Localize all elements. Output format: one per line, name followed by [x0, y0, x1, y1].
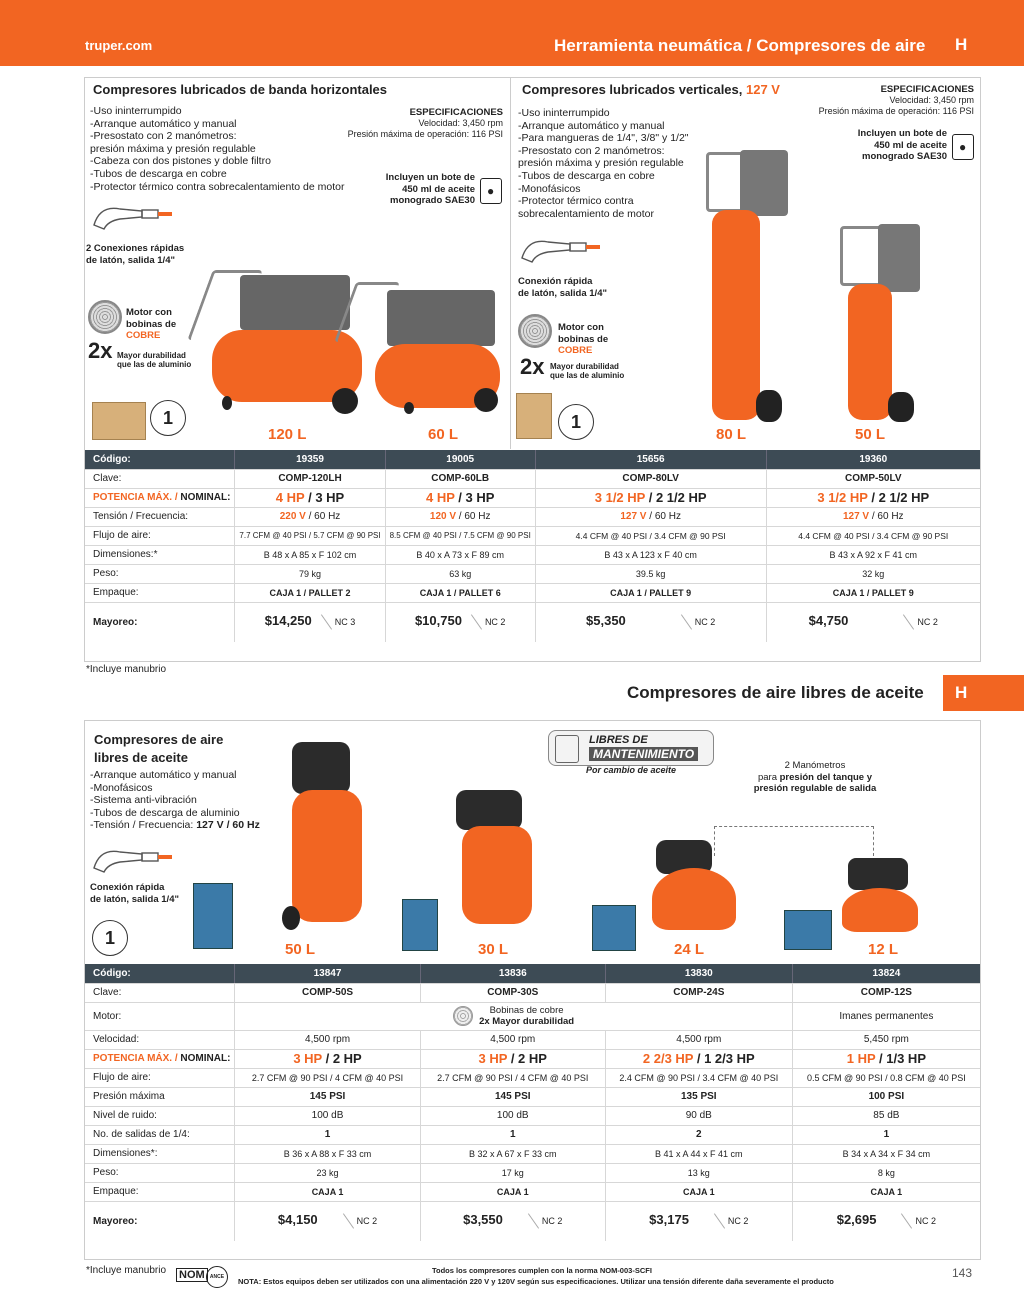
- footnote: *Incluye manubrio: [86, 1265, 167, 1276]
- dimensions-cell: B 36 x A 88 x F 33 cm: [235, 1144, 420, 1163]
- wheel: [222, 396, 232, 410]
- dimensions-cell: B 40 x A 73 x F 89 cm: [385, 545, 535, 564]
- compressor-120l-motor: [240, 275, 350, 330]
- free-maintenance-subtitle: Por cambio de aceite: [586, 765, 677, 775]
- section3-features: [90, 769, 260, 832]
- pressure-cell: 100 PSI: [792, 1087, 980, 1106]
- section1-specs: ESPECIFICACIONES Velocidad: 3,450 rpm Presión máxima de operación: 116 PSI: [347, 107, 503, 139]
- footnote: *Incluye manubrio: [86, 664, 167, 675]
- page-number: 143: [952, 1266, 973, 1280]
- weight-cell: 23 kg: [235, 1163, 420, 1182]
- table-row: [85, 1182, 980, 1201]
- row-label: Dimensiones*:: [85, 1144, 235, 1163]
- free-maintenance-badge: [548, 730, 714, 766]
- warranty-badge: 1: [558, 404, 594, 440]
- oil-bottle-icon: ●: [952, 134, 974, 160]
- codigo-cell: 13824: [792, 964, 980, 983]
- section3-banner: Compresores de aire libres de aceite: [627, 683, 924, 702]
- wheel: [282, 906, 300, 930]
- feature-item: -Tubos de descarga en cobre: [90, 167, 227, 180]
- weight-cell: 39.5 kg: [535, 564, 766, 583]
- air-gun-icon: [90, 195, 180, 233]
- air-gun-icon: [518, 228, 608, 266]
- section1-connection-note: 2 Conexiones rápidas de latón, salida 1/4": [86, 243, 185, 266]
- clave-cell: COMP-50LV: [766, 469, 980, 488]
- clave-cell: COMP-50S: [235, 983, 420, 1002]
- section1-oil-note: Incluyen un bote de 450 ml de aceite monogrado SAE30: [385, 172, 475, 206]
- table-row: [85, 1049, 980, 1068]
- power-cell: 3 HP / 2 HP: [420, 1049, 605, 1068]
- table-row: [85, 1125, 980, 1144]
- dimensions-cell: B 34 x A 34 x F 34 cm: [792, 1144, 980, 1163]
- section3-letter-tab: H: [943, 675, 1024, 711]
- outlets-cell: 1: [420, 1125, 605, 1144]
- airflow-cell: 7.7 CFM @ 40 PSI / 5.7 CFM @ 90 PSI: [235, 526, 385, 545]
- table-row: [85, 1030, 980, 1049]
- table-row: [85, 964, 980, 983]
- packaging-cell: CAJA 1: [792, 1182, 980, 1201]
- power-cell: 4 HP / 3 HP: [385, 488, 535, 507]
- compressor-50l-tank: [848, 284, 892, 420]
- dimensions-cell: B 48 x A 85 x F 102 cm: [235, 545, 385, 564]
- price-cell: $4,750 NC 2: [766, 602, 980, 642]
- page-title: Herramienta neumática / Compresores de aire: [554, 36, 926, 55]
- compressor-80l-motor: [740, 150, 788, 216]
- row-label: Dimensiones:*: [85, 545, 235, 564]
- table-row: [85, 450, 980, 469]
- product-box-image: [784, 910, 832, 950]
- row-label: Clave:: [85, 469, 235, 488]
- airflow-cell: 2.4 CFM @ 90 PSI / 3.4 CFM @ 40 PSI: [605, 1068, 792, 1087]
- noise-cell: 85 dB: [792, 1106, 980, 1125]
- dimensions-cell: B 43 x A 123 x F 40 cm: [535, 545, 766, 564]
- voltage-cell: 220 V / 60 Hz: [235, 507, 385, 526]
- pressure-cell: 135 PSI: [605, 1087, 792, 1106]
- pressure-cell: 145 PSI: [235, 1087, 420, 1106]
- feature-item: -Tensión / Frecuencia: 127 V / 60 Hz: [90, 819, 260, 832]
- weight-cell: 13 kg: [605, 1163, 792, 1182]
- compressor-60l-motor: [387, 290, 495, 346]
- power-cell: 1 HP / 1/3 HP: [792, 1049, 980, 1068]
- capacity-label: 30 L: [478, 941, 509, 958]
- compressor-50s-head: [292, 742, 350, 794]
- codigo-cell: 13830: [605, 964, 792, 983]
- feature-item: -Presostato con 2 manómetros:: [518, 144, 665, 157]
- feature-item: -Cabeza con dos pistones y doble filtro: [90, 155, 271, 168]
- section2-2x: 2x: [520, 354, 545, 379]
- weight-cell: 63 kg: [385, 564, 535, 583]
- compressor-50l-motor: [878, 224, 920, 292]
- clave-cell: COMP-80LV: [535, 469, 766, 488]
- row-label: Código:: [85, 964, 235, 983]
- airflow-cell: 4.4 CFM @ 40 PSI / 3.4 CFM @ 90 PSI: [766, 526, 980, 545]
- clave-cell: COMP-60LB: [385, 469, 535, 488]
- price-cell: $3,175 NC 2: [605, 1201, 792, 1241]
- price-cell: $14,250 NC 3: [235, 602, 385, 642]
- feature-item: -Tubos de descarga de aluminio: [90, 806, 240, 819]
- pressure-cell: 145 PSI: [420, 1087, 605, 1106]
- row-label: Motor:: [85, 1002, 235, 1030]
- usage-note: NOTA: Estos equipos deben ser utilizados con una alimentación 220 V y 120V según sus especificaciones. Utilizar una tensión diferente daña severamente el producto: [238, 1277, 834, 1286]
- product-box-image: [193, 883, 233, 949]
- feature-item: -Arranque automático y manual: [518, 119, 665, 132]
- wheel: [404, 402, 414, 414]
- copper-motor-icon: [88, 300, 122, 334]
- weight-cell: 79 kg: [235, 564, 385, 583]
- packaging-cell: CAJA 1 / PALLET 9: [766, 583, 980, 602]
- airflow-cell: 2.7 CFM @ 90 PSI / 4 CFM @ 40 PSI: [235, 1068, 420, 1087]
- section2-specs: ESPECIFICACIONES Velocidad: 3,450 rpm Presión máxima de operación: 116 PSI: [818, 84, 974, 116]
- row-label: Nivel de ruido:: [85, 1106, 235, 1125]
- capacity-label: 50 L: [855, 426, 886, 443]
- section2-oil-note: Incluyen un bote de 450 ml de aceite monogrado SAE30: [857, 128, 947, 162]
- codigo-cell: 19005: [385, 450, 535, 469]
- row-label: Mayoreo:: [93, 616, 138, 628]
- wheel: [474, 388, 498, 412]
- table-row: [85, 583, 980, 602]
- section1-title: Compresores lubricados de banda horizontales: [93, 82, 388, 97]
- shipping-box-image: [92, 402, 146, 440]
- row-label: Mayoreo:: [93, 1215, 138, 1227]
- compressor-80l-tank: [712, 210, 760, 420]
- row-label: Empaque:: [85, 583, 235, 602]
- capacity-label: 12 L: [868, 941, 899, 958]
- outlets-cell: 2: [605, 1125, 792, 1144]
- product-box-image: [592, 905, 636, 951]
- codigo-cell: 19359: [235, 450, 385, 469]
- row-label: Flujo de aire:: [85, 1068, 235, 1087]
- compressor-30s-head: [456, 790, 522, 830]
- price-cell: $5,350 NC 2: [535, 602, 766, 642]
- clave-cell: COMP-30S: [420, 983, 605, 1002]
- free-maintenance-line1: LIBRES DE: [589, 734, 648, 746]
- voltage-cell: 127 V / 60 Hz: [535, 507, 766, 526]
- free-maintenance-line2: MANTENIMIENTO: [589, 747, 698, 761]
- section2-title: Compresores lubricados verticales, 127 V: [522, 82, 780, 97]
- weight-cell: 8 kg: [792, 1163, 980, 1182]
- feature-item: -Monofásicos: [90, 781, 153, 794]
- row-label: Tensión / Frecuencia:: [85, 507, 235, 526]
- capacity-label: 80 L: [716, 426, 747, 443]
- outlets-cell: 1: [235, 1125, 420, 1144]
- section1-2x-note: Mayor durabilidad que las de aluminio: [117, 351, 192, 369]
- packaging-cell: CAJA 1: [235, 1182, 420, 1201]
- feature-item: -Para mangueras de 1/4", 3/8" y 1/2": [518, 132, 689, 145]
- feature-item: -Tubos de descarga en cobre: [518, 169, 655, 182]
- clave-cell: COMP-24S: [605, 983, 792, 1002]
- noise-cell: 100 dB: [235, 1106, 420, 1125]
- dimensions-cell: B 32 x A 67 x F 33 cm: [420, 1144, 605, 1163]
- power-cell: 3 1/2 HP / 2 1/2 HP: [766, 488, 980, 507]
- section1-motor-note: Motor con bobinas de COBRE: [126, 307, 177, 341]
- dimensions-cell: B 41 x A 44 x F 41 cm: [605, 1144, 792, 1163]
- capacity-label: 50 L: [285, 941, 316, 958]
- price-cell: $4,150 NC 2: [235, 1201, 420, 1241]
- voltage-cell: 127 V / 60 Hz: [766, 507, 980, 526]
- feature-item: -Arranque automático y manual: [90, 769, 237, 781]
- row-label: Peso:: [85, 1163, 235, 1182]
- table-row: [85, 1087, 980, 1106]
- feature-item: -Arranque automático y manual: [90, 117, 237, 130]
- section2-connection-note: Conexión rápida de latón, salida 1/4": [518, 276, 607, 299]
- packaging-cell: CAJA 1: [420, 1182, 605, 1201]
- site-url[interactable]: truper.com: [85, 38, 153, 53]
- ance-logo: ANCE: [206, 1266, 228, 1288]
- row-label: Flujo de aire:: [85, 526, 235, 545]
- clave-cell: COMP-120LH: [235, 469, 385, 488]
- norm-statement: Todos los compresores cumplen con la norma NOM-003-SCFI: [432, 1266, 652, 1275]
- speed-cell: 4,500 rpm: [420, 1030, 605, 1049]
- speed-cell: 5,450 rpm: [792, 1030, 980, 1049]
- compressor-24s-tank: [652, 868, 736, 930]
- table-row: [85, 983, 980, 1002]
- weight-cell: 32 kg: [766, 564, 980, 583]
- row-label: Empaque:: [85, 1182, 235, 1201]
- codigo-cell: 13836: [420, 964, 605, 983]
- row-label: No. de salidas de 1/4:: [85, 1125, 235, 1144]
- copper-motor-icon: [518, 314, 552, 348]
- section3-title: Compresores de aire libres de aceite: [94, 732, 224, 765]
- table-row: [85, 469, 980, 488]
- airflow-cell: 8.5 CFM @ 40 PSI / 7.5 CFM @ 90 PSI: [385, 526, 535, 545]
- codigo-cell: 19360: [766, 450, 980, 469]
- table-row: [85, 488, 980, 507]
- feature-item: -Uso ininterrumpido: [518, 107, 610, 119]
- row-label: Presión máxima: [85, 1087, 235, 1106]
- packaging-cell: CAJA 1 / PALLET 6: [385, 583, 535, 602]
- packaging-cell: CAJA 1 / PALLET 9: [535, 583, 766, 602]
- table-row: [85, 1201, 980, 1241]
- table-row: [85, 507, 980, 526]
- wheel: [332, 388, 358, 414]
- table-row: [85, 602, 980, 642]
- airflow-cell: 0.5 CFM @ 90 PSI / 0.8 CFM @ 40 PSI: [792, 1068, 980, 1087]
- section2-features: [518, 107, 689, 220]
- feature-item: -Protector térmico contra sobrecalentamiento de motor: [90, 180, 345, 193]
- manometers-pointer: [714, 826, 874, 856]
- product-box-image: [402, 899, 438, 951]
- section1-2x: 2x: [88, 338, 113, 363]
- oil-bottle-icon: ●: [480, 178, 502, 204]
- compressor-50s-tank: [292, 790, 362, 922]
- feature-item: -Monofásicos: [518, 182, 581, 195]
- dimensions-cell: B 43 x A 92 x F 41 cm: [766, 545, 980, 564]
- compressor-30s-tank: [462, 826, 532, 924]
- lubricated-spec-table: [85, 450, 980, 642]
- clave-cell: COMP-12S: [792, 983, 980, 1002]
- noise-cell: 100 dB: [420, 1106, 605, 1125]
- speed-cell: 4,500 rpm: [235, 1030, 420, 1049]
- air-gun-icon: [90, 838, 180, 876]
- feature-item: -Uso ininterrumpido: [90, 105, 182, 117]
- power-cell: 3 1/2 HP / 2 1/2 HP: [535, 488, 766, 507]
- compressor-12s-head: [848, 858, 908, 890]
- speed-cell: 4,500 rpm: [605, 1030, 792, 1049]
- wheel: [756, 390, 782, 422]
- table-row: [85, 1106, 980, 1125]
- table-row: [85, 1002, 980, 1030]
- table-row: [85, 545, 980, 564]
- shipping-box-image: [516, 393, 552, 439]
- feature-item: -Sistema anti-vibración: [90, 794, 197, 807]
- capacity-label: 120 L: [268, 426, 307, 443]
- compressor-12s-tank: [842, 888, 918, 932]
- copper-motor-icon: [453, 1006, 473, 1026]
- section-divider: [510, 77, 511, 449]
- feature-item: sobrecalentamiento de motor: [518, 207, 654, 220]
- section3-connection-note: Conexión rápida de latón, salida 1/4": [90, 882, 179, 905]
- outlets-cell: 1: [792, 1125, 980, 1144]
- table-row: [85, 526, 980, 545]
- nom-logo: NOM: [176, 1268, 208, 1282]
- power-cell: 4 HP / 3 HP: [235, 488, 385, 507]
- table-row: [85, 564, 980, 583]
- page-header: [0, 0, 1024, 66]
- table-row: [85, 1068, 980, 1087]
- oil-can-icon: [555, 735, 579, 763]
- power-cell: 2 2/3 HP / 1 2/3 HP: [605, 1049, 792, 1068]
- oil-free-spec-table: [85, 964, 980, 1241]
- price-cell: $10,750 NC 2: [385, 602, 535, 642]
- row-label: Clave:: [85, 983, 235, 1002]
- wheel: [888, 392, 914, 422]
- warranty-badge: 1: [92, 920, 128, 956]
- capacity-label: 24 L: [674, 941, 705, 958]
- section1-features: [90, 105, 344, 193]
- row-label: POTENCIA MÁX. / NOMINAL:: [85, 488, 235, 507]
- packaging-cell: CAJA 1: [605, 1182, 792, 1201]
- table-row: [85, 1163, 980, 1182]
- warranty-badge: 1: [150, 400, 186, 436]
- feature-item: presión máxima y presión regulable: [518, 157, 684, 170]
- feature-item: -Protector térmico contra: [518, 195, 634, 208]
- voltage-cell: 120 V / 60 Hz: [385, 507, 535, 526]
- capacity-label: 60 L: [428, 426, 459, 443]
- weight-cell: 17 kg: [420, 1163, 605, 1182]
- airflow-cell: 2.7 CFM @ 90 PSI / 4 CFM @ 40 PSI: [420, 1068, 605, 1087]
- price-cell: $2,695 NC 2: [792, 1201, 980, 1241]
- row-label: Código:: [85, 450, 235, 469]
- manometers-note: 2 Manómetros para presión del tanque y presión regulable de salida: [753, 760, 877, 794]
- row-label: Peso:: [85, 564, 235, 583]
- feature-item: presión máxima y presión regulable: [90, 142, 256, 155]
- section2-2x-note: Mayor durabilidad que las de aluminio: [550, 362, 625, 380]
- table-row: [85, 1144, 980, 1163]
- noise-cell: 90 dB: [605, 1106, 792, 1125]
- motor-cell: Bobinas de cobre 2x Mayor durabilidad: [235, 1002, 792, 1030]
- feature-item: -Presostato con 2 manómetros:: [90, 130, 237, 143]
- power-cell: 3 HP / 2 HP: [235, 1049, 420, 1068]
- packaging-cell: CAJA 1 / PALLET 2: [235, 583, 385, 602]
- airflow-cell: 4.4 CFM @ 40 PSI / 3.4 CFM @ 90 PSI: [535, 526, 766, 545]
- row-label: Velocidad:: [85, 1030, 235, 1049]
- section2-motor-note: Motor con bobinas de COBRE: [558, 322, 609, 356]
- codigo-cell: 15656: [535, 450, 766, 469]
- price-cell: $3,550 NC 2: [420, 1201, 605, 1241]
- row-label: POTENCIA MÁX. / NOMINAL:: [85, 1049, 235, 1068]
- section-letter: H: [955, 35, 968, 54]
- codigo-cell: 13847: [235, 964, 420, 983]
- motor-cell: Imanes permanentes: [792, 1002, 980, 1030]
